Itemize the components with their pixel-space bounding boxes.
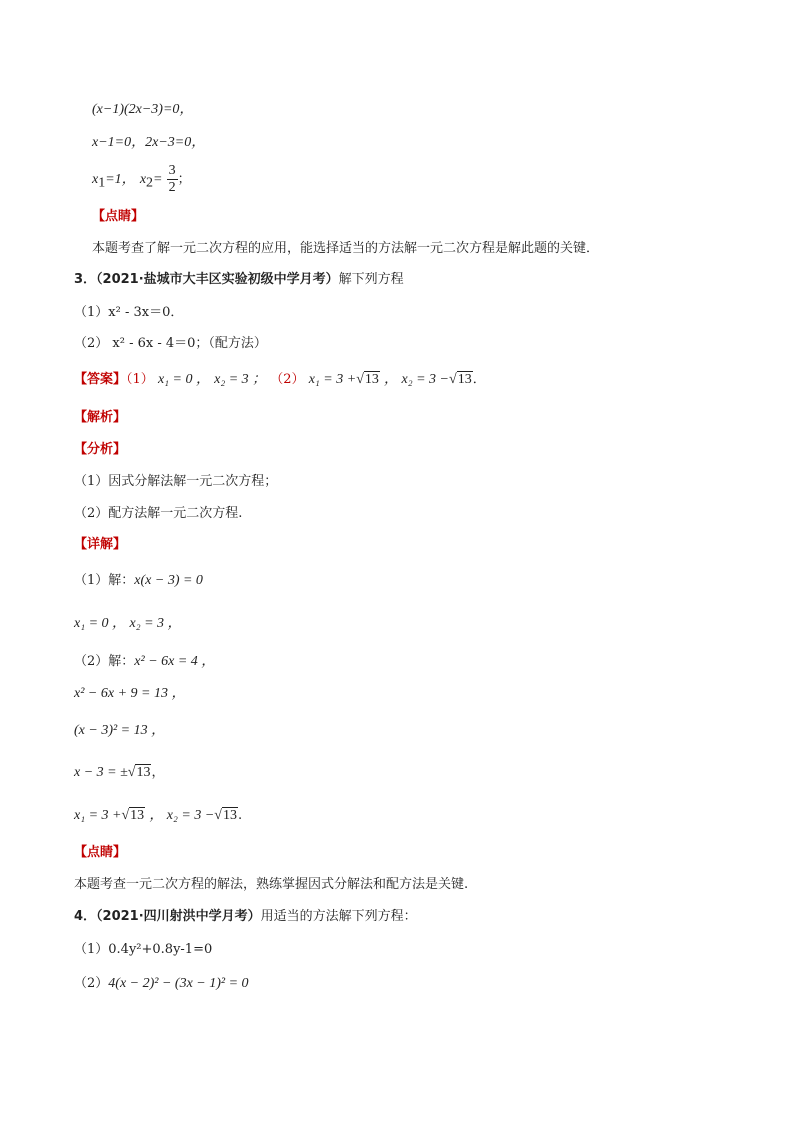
- question-4-sub-1: （1）0.4y²+0.8y-1=0: [74, 942, 213, 957]
- question-4-header: 4．（2021·四川射洪中学月考）用适当的方法解下列方程：: [74, 909, 417, 924]
- dianjing-text: 本题考查了解一元二次方程的应用，能选择适当的方法解一元二次方程是解此题的关键．: [92, 241, 600, 256]
- dianjing-2-text: 本题考查一元二次方程的解法，熟练掌握因式分解法和配方法是关键.: [74, 877, 469, 892]
- question-4-sub-2: （2）4(x − 2)² − (3x − 1)² = 0: [74, 976, 249, 991]
- prev-solution-line-2: x−1=0，2x−3=0，: [92, 135, 206, 150]
- fraction-three-halves: $\frac{3}{2}$: [168, 163, 176, 195]
- sqrt-13: √13: [356, 372, 379, 387]
- solution-2-line-5: x₁ = 3 +√13 ， x₂ = 3 −√13.: [74, 808, 243, 823]
- jiexi-tag: 【解析】: [74, 410, 127, 425]
- sqrt-13: √13: [214, 808, 237, 823]
- solution-1-line-1: （1）解：x(x − 3) = 0: [74, 573, 203, 588]
- xiangjie-tag: 【详解】: [74, 537, 127, 552]
- sqrt-13: √13: [449, 372, 472, 387]
- solution-2-line-1: （2）解：x² − 6x = 4 ，: [74, 654, 216, 669]
- solution-1-roots: x₁ = 0 ， x₂ = 3 ，: [74, 616, 182, 631]
- solution-2-line-4: x − 3 = ±√13，: [74, 765, 165, 780]
- fenxi-tag: 【分析】: [74, 442, 127, 457]
- question-3-sub-2: （2） x² - 6x - 4＝0；（配方法）: [74, 336, 267, 351]
- answer-line: 【答案】（1） x₁ = 0 ， x₂ = 3 ； （2） x₁ = 3 +√13 ， x₂ = 3 −√13．: [74, 372, 486, 387]
- solution-2-line-2: x² − 6x + 9 = 13 ，: [74, 686, 186, 701]
- sqrt-13: √13: [127, 765, 151, 780]
- question-3-header: 3．（2021·盐城市大丰区实验初级中学月考）解下列方程: [74, 272, 404, 287]
- prev-solution-line-1: (x−1)(2x−3)=0，: [92, 102, 194, 117]
- question-3-sub-1: （1）x² - 3x＝0．: [74, 305, 184, 320]
- solution-2-line-3: (x − 3)² = 13 ，: [74, 723, 166, 738]
- fenxi-line-2: （2）配方法解一元二次方程.: [74, 506, 243, 521]
- dianjing-2-tag: 【点睛】: [74, 845, 127, 860]
- dianjing-tag: 【点睛】: [92, 209, 145, 224]
- fenxi-line-1: （1）因式分解法解一元二次方程；: [74, 474, 278, 489]
- prev-solution-line-3: $x_1=1$， $x_2=$ $\frac{3}{2}$ ；: [92, 163, 191, 195]
- sqrt-13: √13: [121, 808, 145, 823]
